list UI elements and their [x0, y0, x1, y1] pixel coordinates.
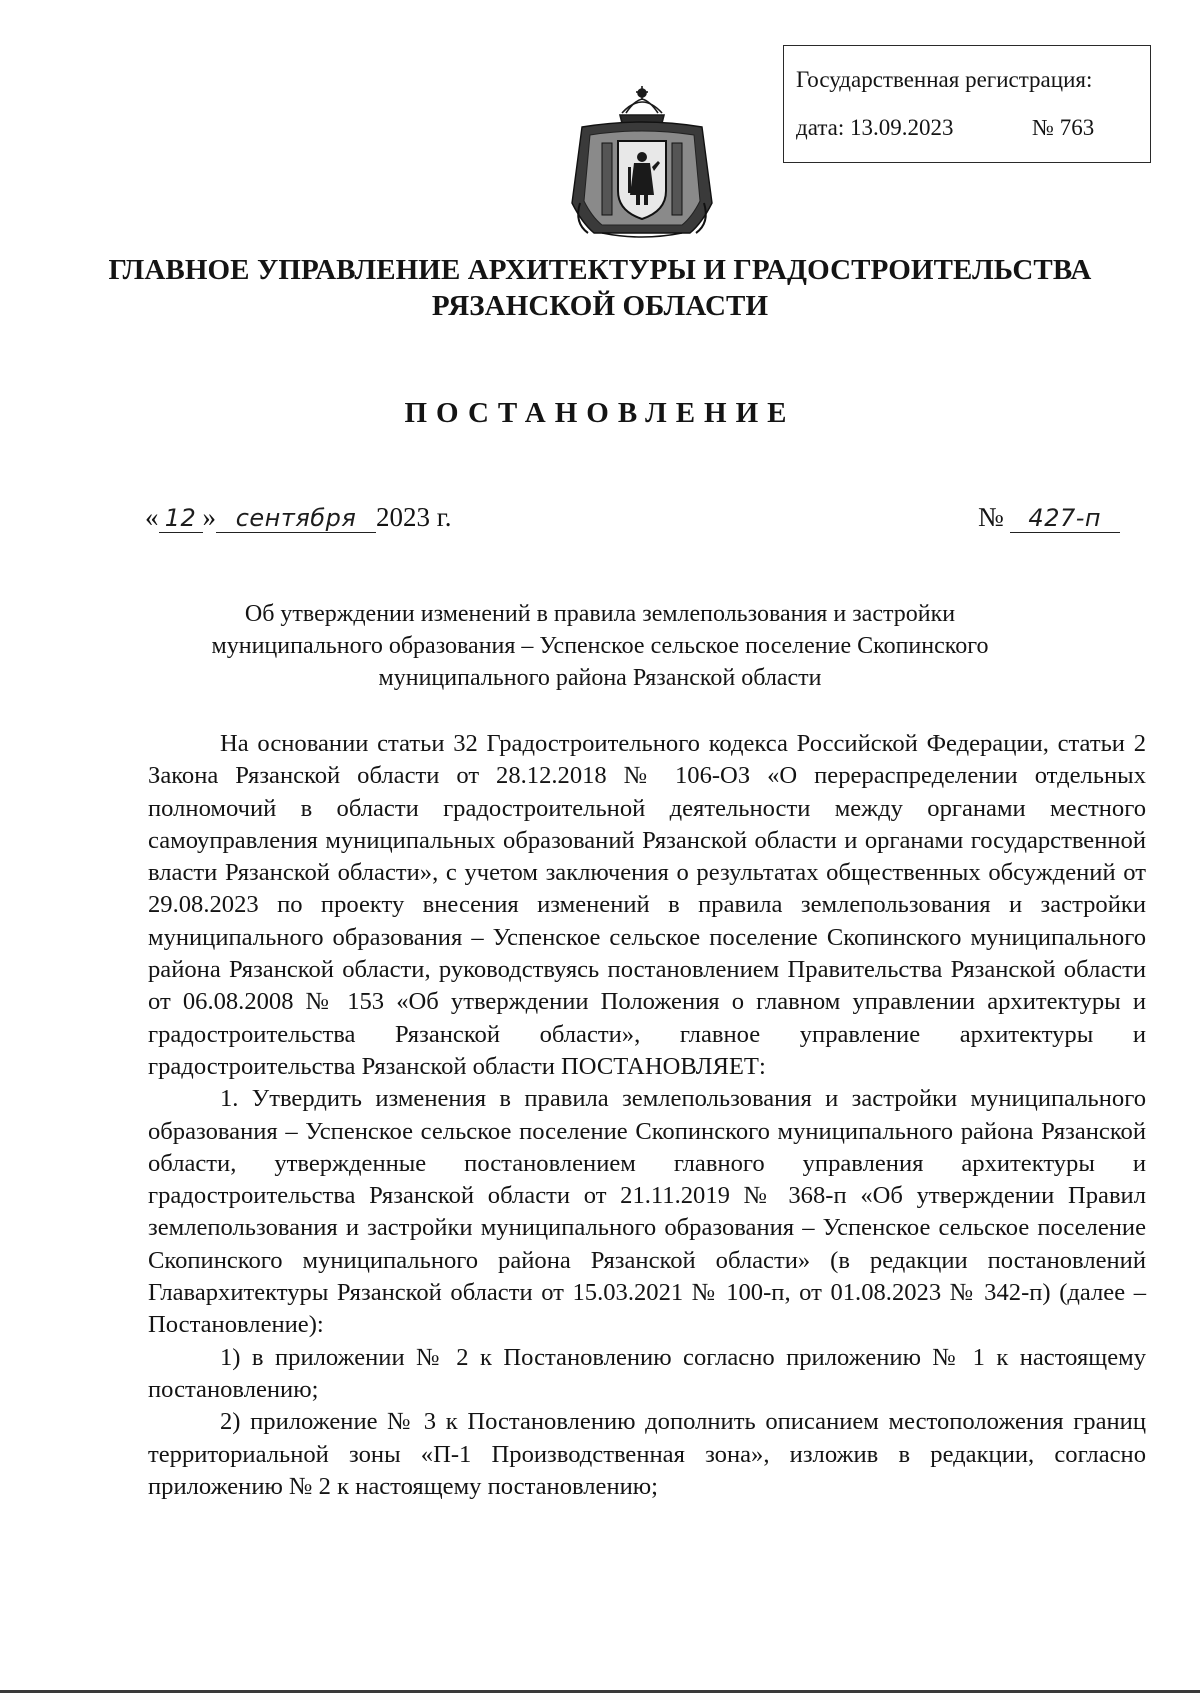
body-paragraph-preamble: На основании статьи 32 Градостроительного кодекса Российской Федерации, статьи 2 Закона Рязанской области от 28.12.2018 № 106-ОЗ «О перераспределении отдельных полномочий в области градостроительной деятельности между органами местного самоуправления муниципальных образований Рязанской области и органами государственной власти Рязанской области», с учетом заключения о результатах общественных обсуждений от 29.08.2023 по проекту внесения изменений в правила землепользования и застройки муниципального образования – Успенское сельское поселение Скопинского муниципального района Рязанской области, руководствуясь постановлением Правительства Рязанской области от 06.08.2008 № 153 «Об утверждении Положения о главном управлении архитектуры и градостроительства Рязанской области», главное управление архитектуры и градостроительства Рязанской области ПОСТАНОВЛЯЕТ:	[148, 730, 1146, 1080]
document-subject	[150, 598, 1050, 694]
document-number	[978, 502, 1120, 533]
registration-number: № 763	[1032, 115, 1095, 140]
document-body	[148, 728, 1146, 1503]
header-line-1: ГЛАВНОЕ УПРАВЛЕНИЕ АРХИТЕКТУРЫ И ГРАДОСТРОИТЕЛЬСТВА	[108, 254, 1092, 286]
handwritten-number: 427-п	[1010, 504, 1120, 533]
body-paragraph-item-1: 1. Утвердить изменения в правила землепользования и застройки муниципального образования – Успенское сельское поселение Скопинского муниципального района Рязанской области, утвержденные постановлением главного управления архитектуры и градостроительства Рязанской области от 21.11.2019 № 368-п «Об утверждении Правил землепользования и застройки муниципального образования – Успенское сельское поселение Скопинского муниципального района Рязанской области» (в редакции постановлений Главархитектуры Рязанской области от 15.03.2021 № 100-п, от 01.08.2023 № 342-п) (далее – Постановление):	[148, 1085, 1146, 1339]
date-open-quote: «	[145, 502, 159, 532]
issuing-authority-header	[100, 252, 1100, 324]
registration-date: дата: 13.09.2023	[796, 115, 954, 140]
registration-stamp	[783, 45, 1151, 163]
registration-title: Государственная регистрация:	[796, 67, 1093, 92]
handwritten-day: 12	[159, 504, 203, 533]
document-date	[145, 502, 452, 533]
body-paragraph-subitem-2: 2) приложение № 3 к Постановлению дополнить описанием местоположения границ территориальной зоны «П-1 Производственная зона», изложив в редакции, согласно приложению № 2 к настоящему постановлению;	[148, 1408, 1146, 1500]
header-line-2: РЯЗАНСКОЙ ОБЛАСТИ	[431, 290, 769, 322]
date-close-quote: »	[202, 502, 216, 532]
subject-line-1: Об утверждении изменений в правила землепользования и застройки	[244, 601, 956, 627]
subject-line-2: муниципального образования – Успенское сельское поселение Скопинского	[211, 633, 989, 659]
handwritten-month: сентября	[216, 504, 376, 533]
ryazan-coat-of-arms-icon	[562, 83, 722, 241]
document-type-title: ПОСТАНОВЛЕНИЕ	[404, 397, 796, 429]
number-prefix: №	[978, 502, 1004, 532]
date-year: 2023 г.	[376, 502, 452, 532]
subject-line-3: муниципального района Рязанской области	[378, 665, 822, 691]
body-paragraph-subitem-1: 1) в приложении № 2 к Постановлению согласно приложению № 1 к настоящему постановлению;	[148, 1343, 1146, 1403]
page-bottom-edge	[0, 1690, 1200, 1693]
